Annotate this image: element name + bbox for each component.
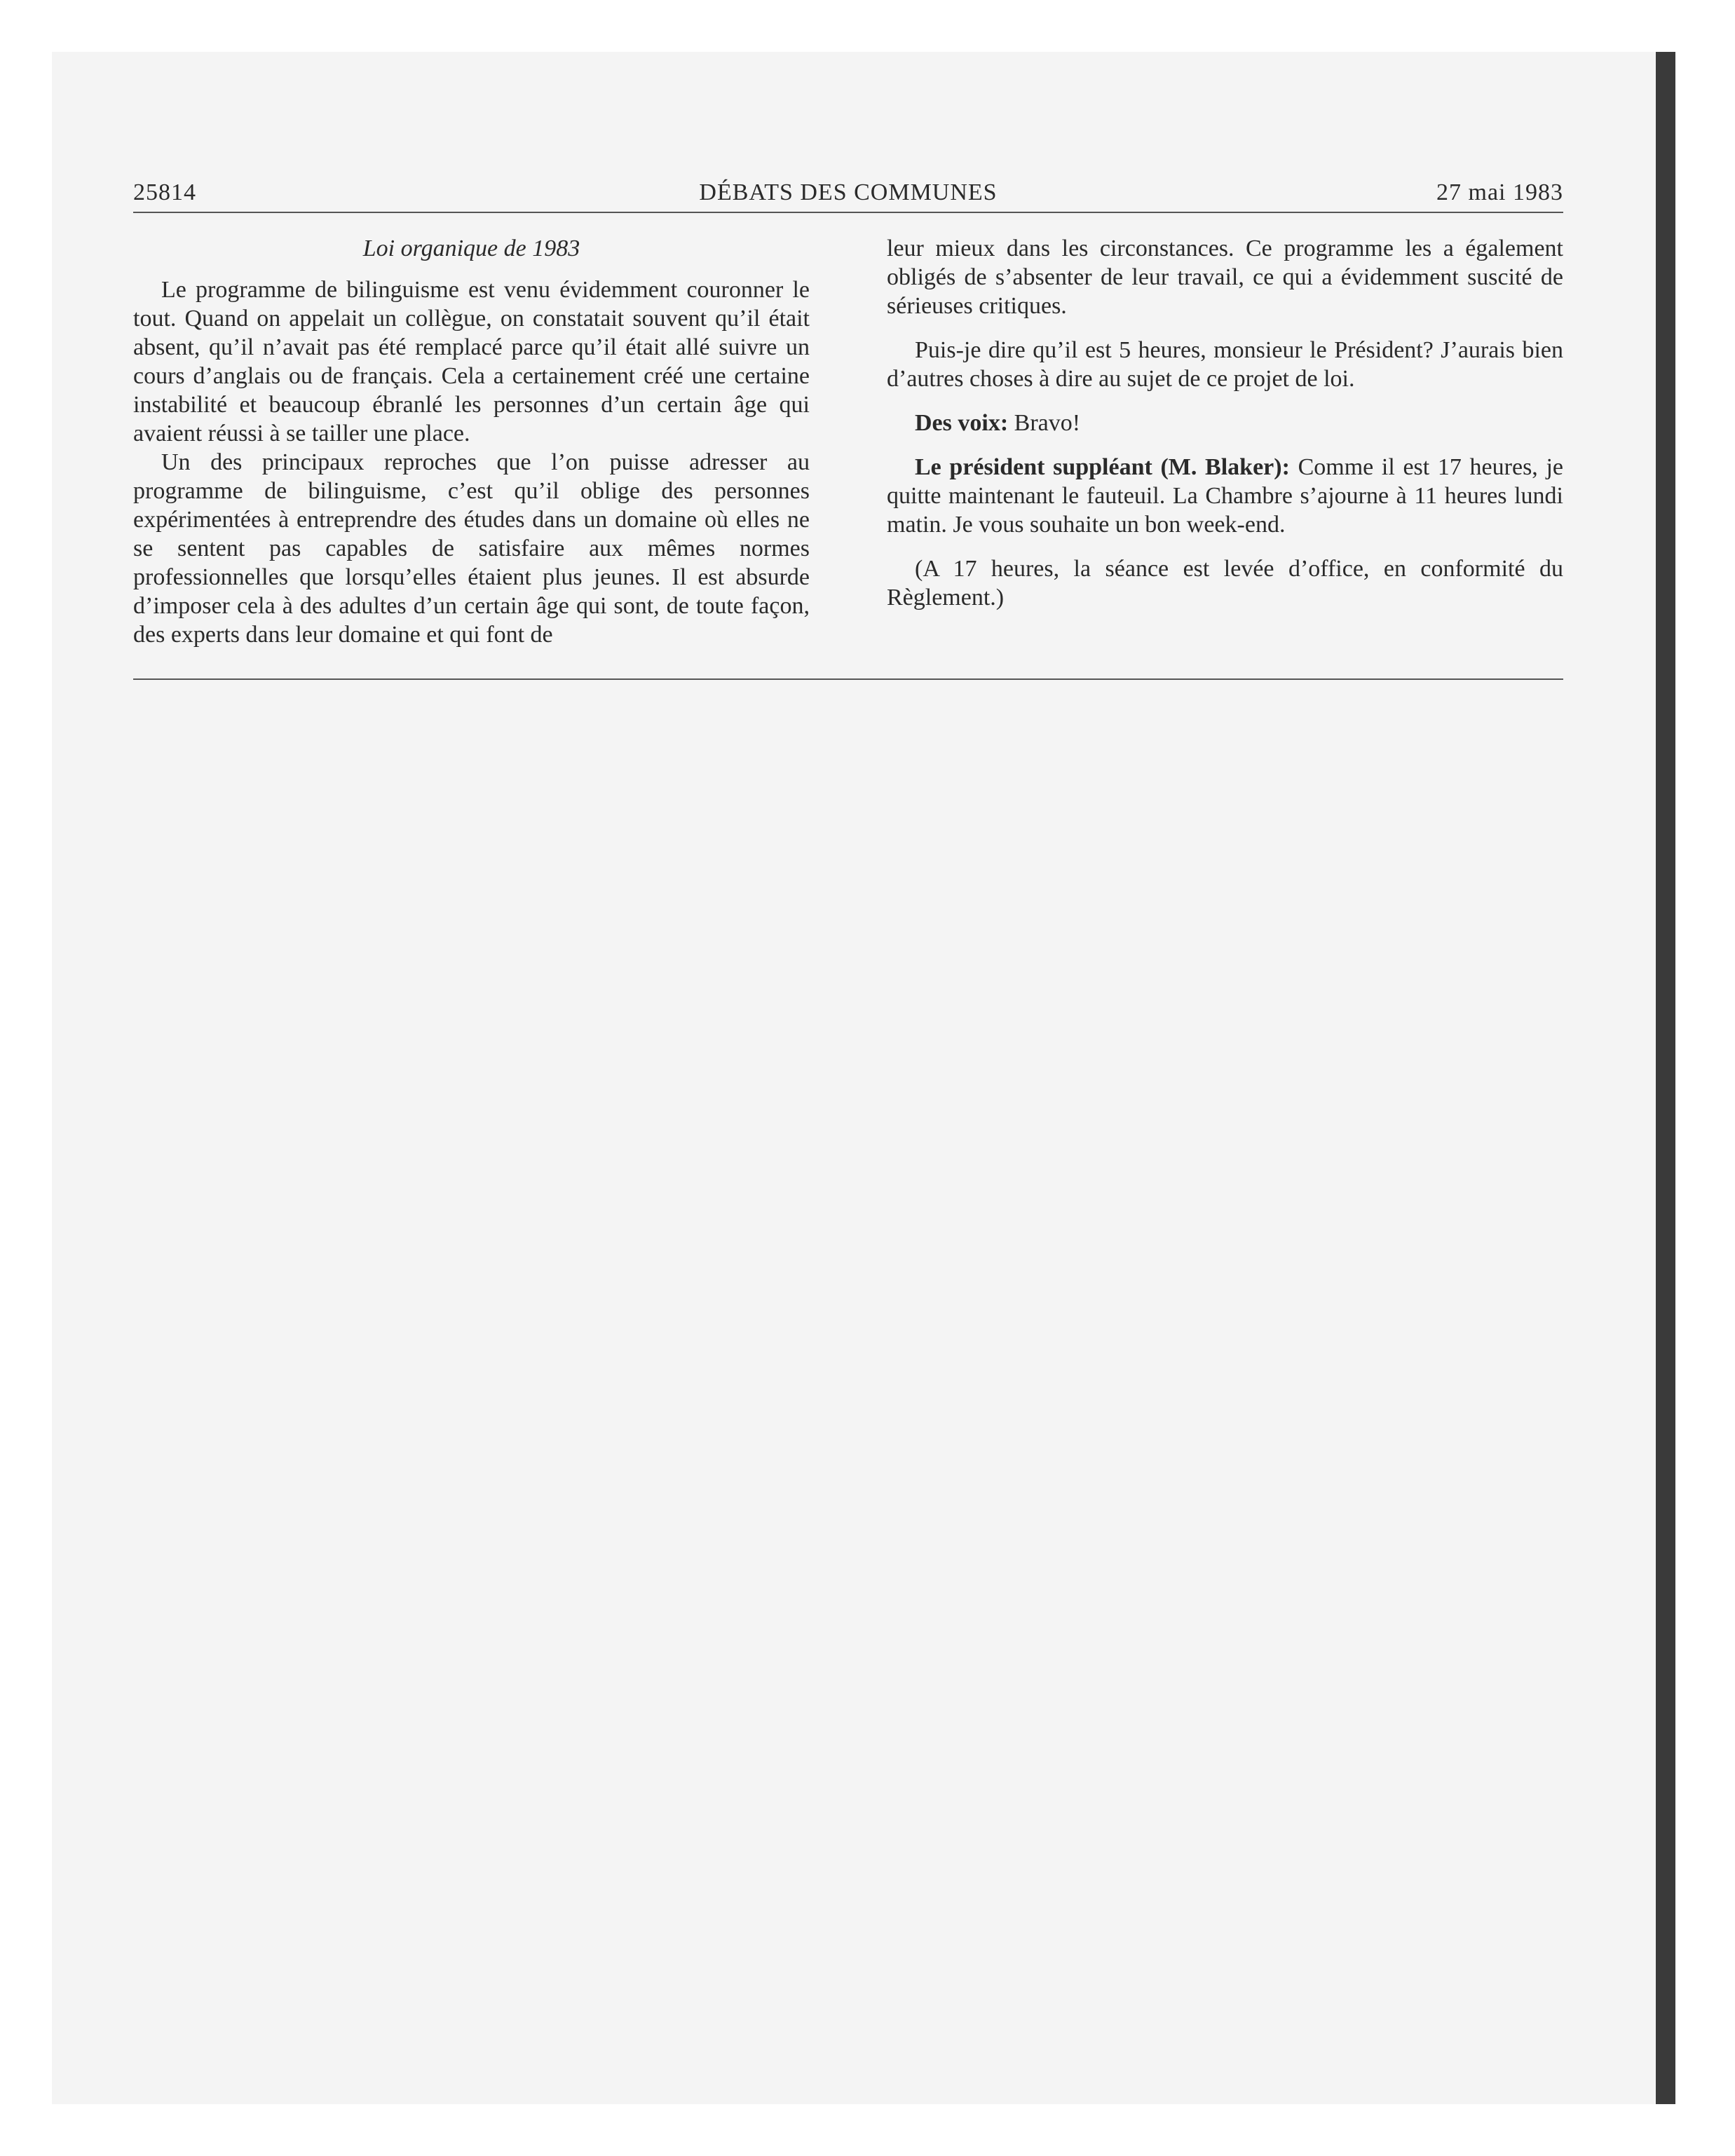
page xyxy=(133,175,1563,680)
text-columns xyxy=(133,234,1563,649)
left-column xyxy=(133,234,810,649)
interjection xyxy=(887,409,1563,437)
footer-rule xyxy=(133,678,1563,680)
adjournment-note: (A 17 heures, la séance est levée d’office, en conformité du Règlement.) xyxy=(887,556,1563,610)
binding-edge xyxy=(1656,52,1675,2104)
speech-text: Bravo! xyxy=(1014,410,1081,436)
page-number: 25814 xyxy=(133,179,196,205)
speech-text: Comme il est 17 heures, je quitte maintenant le fauteuil. La Chambre s’ajourne à 11 heures lundi matin. Je vous souhaite un bon week-end. xyxy=(887,454,1563,538)
section-heading: Loi organique de 1983 xyxy=(362,236,580,261)
speaker-name: Des voix: xyxy=(915,410,1009,436)
paragraph: Un des principaux reproches que l’on puisse adresser au programme de bilinguisme, c’est qu’il oblige des personnes expérimentées à entreprendre des études dans un domaine où elles ne se sentent pas capables de satisfaire aux mêmes normes professionnelles que lorsqu’elles étaient plus jeunes. Il est absurde d’imposer cela à des adultes d’un certain âge qui sont, de toute façon, des experts dans leur domaine et qui font de xyxy=(133,449,810,648)
page-date: 27 mai 1983 xyxy=(1436,179,1563,205)
running-head xyxy=(133,175,1563,210)
publication-title: DÉBATS DES COMMUNES xyxy=(699,179,998,205)
paragraph-continuation: leur mieux dans les circonstances. Ce programme les a également obligés de s’absenter de leur travail, ce qui a évidemment suscité de sérieuses critiques. xyxy=(887,236,1563,319)
right-column xyxy=(887,234,1563,649)
paragraph: Puis-je dire qu’il est 5 heures, monsieur le Président? J’aurais bien d’autres choses à dire au sujet de ce projet de loi. xyxy=(887,337,1563,392)
header-rule xyxy=(133,212,1563,213)
paragraph: Le programme de bilinguisme est venu évidemment couronner le tout. Quand on appelait un collègue, on constatait souvent qu’il était absent, qu’il n’avait pas été remplacé parce qu’il était allé suivre un cours d’anglais ou de français. Cela a certainement créé une certaine instabilité et beaucoup ébranlé les personnes d’un certain âge qui avaient réussi à se tailler une place. xyxy=(133,277,810,446)
speaker-name: Le président suppléant (M. Blaker): xyxy=(915,454,1290,480)
chair-statement xyxy=(887,453,1563,539)
